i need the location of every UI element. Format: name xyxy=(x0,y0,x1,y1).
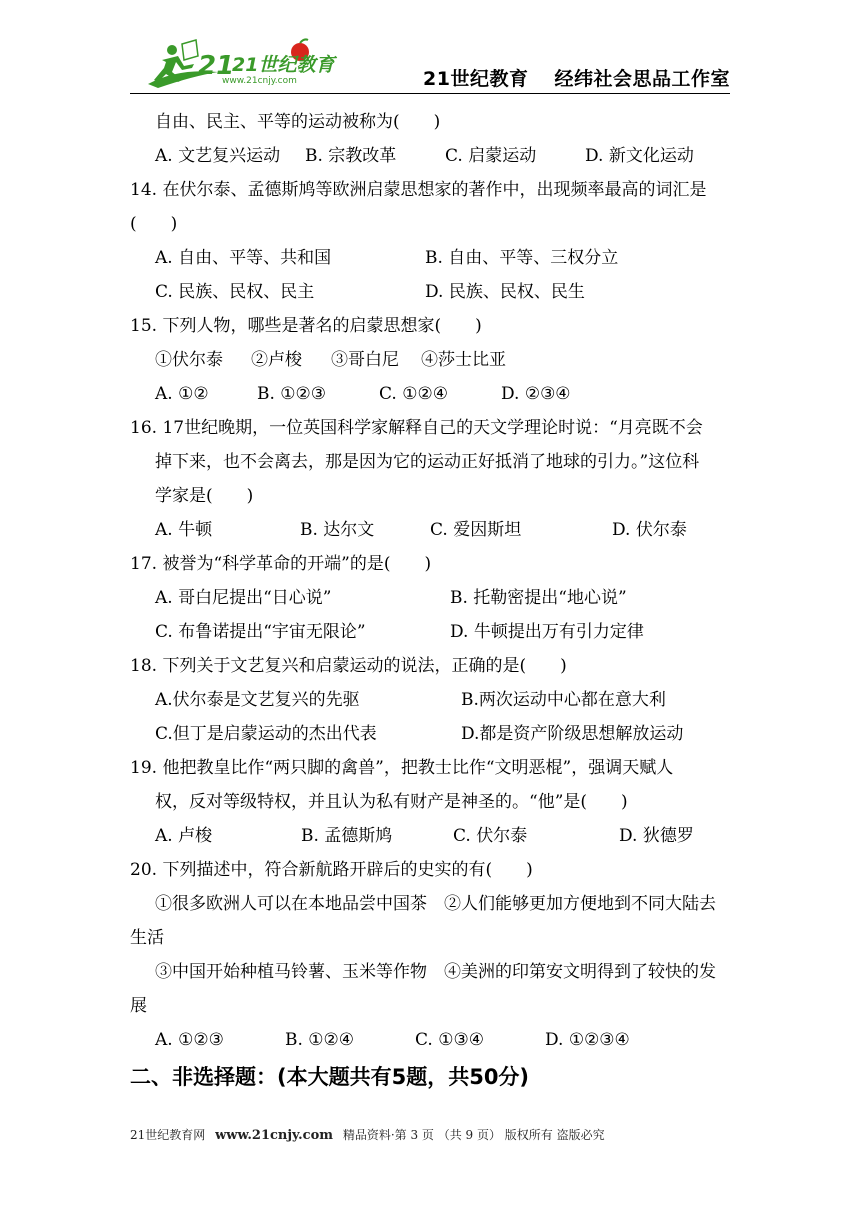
option-item: ②卢梭 xyxy=(251,350,302,370)
page-header xyxy=(130,36,730,94)
logo-number: 21 xyxy=(198,51,235,81)
options-line xyxy=(130,343,740,377)
footer-info: 精品资料·第 3 页 （共 9 页） 版权所有 盗版必究 xyxy=(342,1128,605,1142)
option-item: C. 启蒙运动 xyxy=(445,146,537,166)
option-item: B.两次运动中心都在意大利 xyxy=(461,690,666,710)
text-line: 14. 在伏尔泰、孟德斯鸠等欧洲启蒙思想家的著作中，出现频率最高的词汇是 xyxy=(130,180,707,200)
option-item: C. ①②④ xyxy=(379,384,448,404)
text-line: 展 xyxy=(130,996,147,1016)
option-item: D. ②③④ xyxy=(501,384,571,404)
text-line: 自由、民主、平等的运动被称为( ) xyxy=(155,112,441,132)
option-item: D. 伏尔泰 xyxy=(612,520,687,540)
option-item: ①伏尔泰 xyxy=(155,350,223,370)
footer-url: www.21cnjy.com xyxy=(215,1128,333,1143)
options-line xyxy=(130,513,740,547)
option-item: A. 文艺复兴运动 xyxy=(155,146,281,166)
options-line xyxy=(130,819,740,853)
option-item: B. 达尔文 xyxy=(300,520,375,540)
option-item: D. 新文化运动 xyxy=(585,146,694,166)
option-item: C. 伏尔泰 xyxy=(453,826,528,846)
option-item: A.伏尔泰是文艺复兴的先驱 xyxy=(155,690,360,710)
header-rule xyxy=(130,93,730,94)
option-item: A. 卢梭 xyxy=(155,826,213,846)
options-line xyxy=(130,139,740,173)
options-line xyxy=(130,717,740,751)
option-item: B. 自由、平等、三权分立 xyxy=(425,248,619,268)
text-line: 15. 下列人物，哪些是著名的启蒙思想家( ) xyxy=(130,316,482,336)
header-title xyxy=(423,64,730,91)
header-title-right: 经纬社会思品工作室 xyxy=(554,68,730,90)
option-item: D. 狄德罗 xyxy=(619,826,694,846)
option-item: D. ①②③④ xyxy=(545,1030,630,1050)
option-item: B. ①②④ xyxy=(285,1030,355,1050)
text-line: ③中国开始种植马铃薯、玉米等作物 ④美洲的印第安文明得到了较快的发 xyxy=(155,962,716,982)
option-item: B. 宗教改革 xyxy=(305,146,397,166)
option-item: C. 布鲁诺提出“宇宙无限论” xyxy=(155,622,366,642)
logo xyxy=(138,38,338,92)
option-item: A. ①②③ xyxy=(155,1030,224,1050)
option-item: A. ①② xyxy=(155,384,209,404)
text-line: 19. 他把教皇比作“两只脚的禽兽”，把教士比作“文明恶棍”，强调天赋人 xyxy=(130,758,674,778)
text-line: 17. 被誉为“科学革命的开端”的是( ) xyxy=(130,554,432,574)
text-line: 权，反对等级特权，并且认为私有财产是神圣的。“他”是( ) xyxy=(155,792,628,812)
option-item: C. 民族、民权、民主 xyxy=(155,282,315,302)
option-item: D. 牛顿提出万有引力定律 xyxy=(450,622,644,642)
logo-text: 21世纪教育 xyxy=(232,54,335,76)
options-line xyxy=(130,581,740,615)
text-line: 16. 17世纪晚期，一位英国科学家解释自己的天文学理论时说：“月亮既不会 xyxy=(130,418,703,438)
text-line: 18. 下列关于文艺复兴和启蒙运动的说法，正确的是( ) xyxy=(130,656,567,676)
option-item: C. 爱因斯坦 xyxy=(430,520,522,540)
header-title-left: 21世纪教育 xyxy=(423,68,529,90)
option-item: C. ①③④ xyxy=(415,1030,484,1050)
options-line xyxy=(130,241,740,275)
option-item: ③哥白尼 xyxy=(331,350,399,370)
text-line: 生活 xyxy=(130,928,164,948)
option-item: B. ①②③ xyxy=(257,384,327,404)
footer-site: 21世纪教育网 xyxy=(130,1128,206,1142)
section-title: 二、非选择题：(本大题共有5题，共50分) xyxy=(130,1065,530,1089)
option-item: A. 哥白尼提出“日心说” xyxy=(155,588,332,608)
text-line: ①很多欧洲人可以在本地品尝中国茶 ②人们能够更加方便地到不同大陆去 xyxy=(155,894,716,914)
document-body xyxy=(130,105,740,1099)
options-line xyxy=(130,1023,740,1057)
option-item: A. 牛顿 xyxy=(155,520,213,540)
text-line: 掉下来，也不会离去，那是因为它的运动正好抵消了地球的引力。”这位科 xyxy=(155,452,700,472)
option-item: B. 孟德斯鸠 xyxy=(301,826,393,846)
option-item: B. 托勒密提出“地心说” xyxy=(450,588,627,608)
logo-url: www.21cnjy.com xyxy=(222,76,297,86)
options-line xyxy=(130,377,740,411)
options-line xyxy=(130,683,740,717)
option-item: D. 民族、民权、民生 xyxy=(425,282,585,302)
options-line xyxy=(130,275,740,309)
page-footer xyxy=(130,1126,730,1143)
option-item: A. 自由、平等、共和国 xyxy=(155,248,332,268)
option-item: D.都是资产阶级思想解放运动 xyxy=(461,724,684,744)
option-item: ④莎士比亚 xyxy=(421,350,506,370)
text-line: 学家是( ) xyxy=(155,486,254,506)
text-line: ( ) xyxy=(130,214,178,234)
text-line: 20. 下列描述中，符合新航路开辟后的史实的有( ) xyxy=(130,860,533,880)
option-item: C.但丁是启蒙运动的杰出代表 xyxy=(155,724,377,744)
options-line xyxy=(130,615,740,649)
